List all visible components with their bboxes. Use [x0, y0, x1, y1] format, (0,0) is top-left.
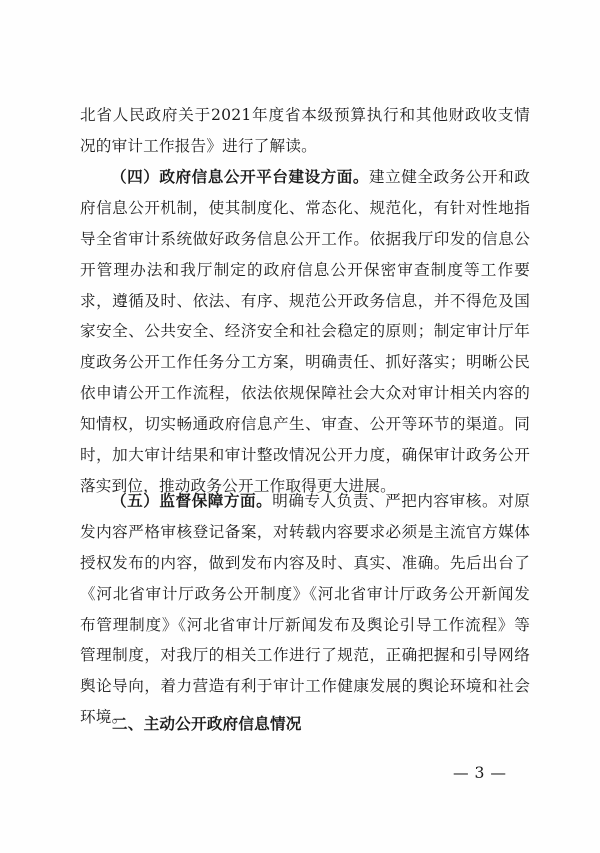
text-line: 落实到位，推动政务公开工作取得更大进展。	[80, 476, 396, 495]
text-line: 导全省审计系统做好政务信息公开工作。依据我厅印发的信息公	[80, 229, 530, 248]
text-line: 《河北省审计厅政务公开制度》《河北省审计厅政务公开新闻发	[80, 584, 530, 603]
text-line: 开管理办法和我厅制定的政府信息公开保密审查制度等工作要	[80, 260, 530, 279]
text-line: 况的审计工作报告》进行了解读。	[80, 136, 317, 155]
paragraph-first-line	[80, 486, 530, 517]
text-line: 求，遵循及时、依法、有序、规范公开政务信息，并不得危及国	[80, 291, 530, 310]
text-line: 布管理制度》《河北省审计厅新闻发布及舆论引导工作流程》等	[80, 615, 530, 634]
text-line: 授权发布的内容，做到发布内容及时、真实、准确。先后出台了	[80, 553, 530, 572]
text-line: 时，加大审计结果和审计整改情况公开力度，确保审计政务公开	[80, 446, 530, 465]
paragraph-lead: （四）政府信息公开平台建设方面。	[111, 168, 370, 186]
paragraph-supervision	[80, 486, 530, 733]
text-line: 舆论导向，着力营造有利于审计工作健康发展的舆论环境和社会	[80, 677, 530, 696]
text-line: 府信息公开机制，使其制度化、常态化、规范化，有针对性地指	[80, 198, 530, 217]
text-line: 发内容严格审核登记备案，对转载内容要求必须是主流官方媒体	[80, 522, 530, 541]
text-line: 知情权，切实畅通政府信息产生、审查、公开等环节的渠道。同	[80, 415, 530, 434]
text-line: 度政务公开工作任务分工方案，明确责任、抓好落实；明晰公民	[80, 353, 530, 372]
paragraph-first-line	[80, 162, 530, 193]
section-heading: 二、主动公开政府信息情况	[112, 715, 302, 733]
text-line: 北省人民政府关于2021年度省本级预算执行和其他财政收支情	[80, 106, 530, 124]
continued-paragraph	[80, 100, 530, 162]
paragraph-first-line-text: 明确专人负责、严把内容审核。对原	[272, 492, 530, 510]
text-line: 管理制度，对我厅的相关工作进行了规范，正确把握和引导网络	[80, 646, 530, 665]
text-line: 环境。	[80, 708, 128, 727]
page-number: — 3 —	[453, 764, 507, 782]
text-line: 家安全、公共安全、经济安全和社会稳定的原则；制定审计厅年	[80, 322, 530, 341]
text-line: 依申请公开工作流程，依法依规保障社会大众对审计相关内容的	[80, 384, 530, 403]
paragraph-platform-construction	[80, 162, 530, 502]
paragraph-lead: （五）监督保障方面。	[111, 492, 273, 510]
paragraph-first-line-text: 建立健全政务公开和政	[369, 168, 530, 186]
